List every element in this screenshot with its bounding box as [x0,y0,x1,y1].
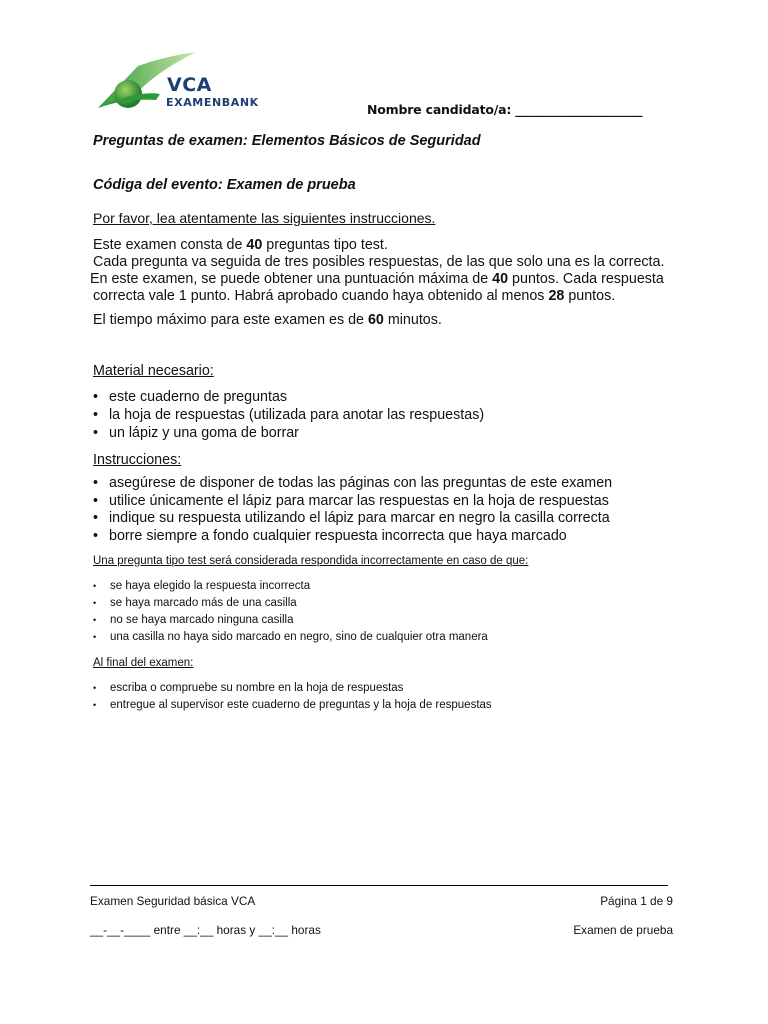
footer-page-number: Página 1 de 9 [600,894,673,908]
page-title: Preguntas de examen: Elementos Básicos de Seguridad [93,133,481,149]
list-item: • indique su respuesta utilizando el lápiz para marcar en negro la casilla correcta [93,510,612,528]
candidate-name-field[interactable]: Nombre candidato/a: _____________________ [367,102,643,117]
final-heading: Al final del examen: [93,657,194,669]
list-item: • escriba o compruebe su nombre en la hoja de respuestas [93,680,492,697]
footer-exam-type: Examen de prueba [573,923,673,937]
list-item: • entregue al supervisor este cuaderno de preguntas y la hoja de respuestas [93,697,492,714]
list-item: • no se haya marcado ninguna casilla [93,612,488,629]
instrucciones-list [93,475,612,545]
incorrecta-heading: Una pregunta tipo test será considerada respondida incorrectamente en caso de que: [93,555,529,567]
list-item: • la hoja de respuestas (utilizada para anotar las respuestas) [93,406,484,424]
intro-line-4: correcta vale 1 punto. Habrá aprobado cuando haya obtenido al menos 28 puntos. [93,288,616,304]
incorrecta-list [93,578,488,646]
instrucciones-heading: Instrucciones: [93,452,182,468]
instructions-heading: Por favor, lea atentamente las siguientes instrucciones. [93,210,436,226]
intro-line-2: Cada pregunta va seguida de tres posibles respuestas, de las que solo una es la correcta. [93,254,665,270]
logo-brand: VCA [167,74,212,96]
list-item: • un lápiz y una goma de borrar [93,424,484,442]
list-item: • borre siempre a fondo cualquier respuesta incorrecta que haya marcado [93,528,612,546]
list-item: • se haya elegido la respuesta incorrecta [93,578,488,595]
footer-date-time: __-__-____ entre __:__ horas y __:__ horas [90,923,321,937]
list-item: • asegúrese de disponer de todas las páginas con las preguntas de este examen [93,475,612,493]
list-item: • una casilla no haya sido marcado en negro, sino de cualquier otra manera [93,629,488,646]
event-code: Códiga del evento: Examen de prueba [93,177,356,193]
list-item: • este cuaderno de preguntas [93,388,484,406]
material-list [93,388,484,442]
footer-exam-name: Examen Seguridad básica VCA [90,894,256,908]
intro-line-1: Este examen consta de 40 preguntas tipo test. [93,237,388,253]
intro-line-3: En este examen, se puede obtener una puntuación máxima de 40 puntos. Cada respuesta [90,271,664,287]
footer-divider [90,885,668,886]
vca-logo [96,50,266,112]
list-item: • utilice únicamente el lápiz para marcar las respuestas en la hoja de respuestas [93,493,612,511]
material-heading: Material necesario: [93,363,214,379]
intro-line-5: El tiempo máximo para este examen es de 60 minutos. [93,312,442,328]
final-list [93,680,492,714]
list-item: • se haya marcado más de una casilla [93,595,488,612]
logo-subtitle: EXAMENBANK [166,96,259,109]
